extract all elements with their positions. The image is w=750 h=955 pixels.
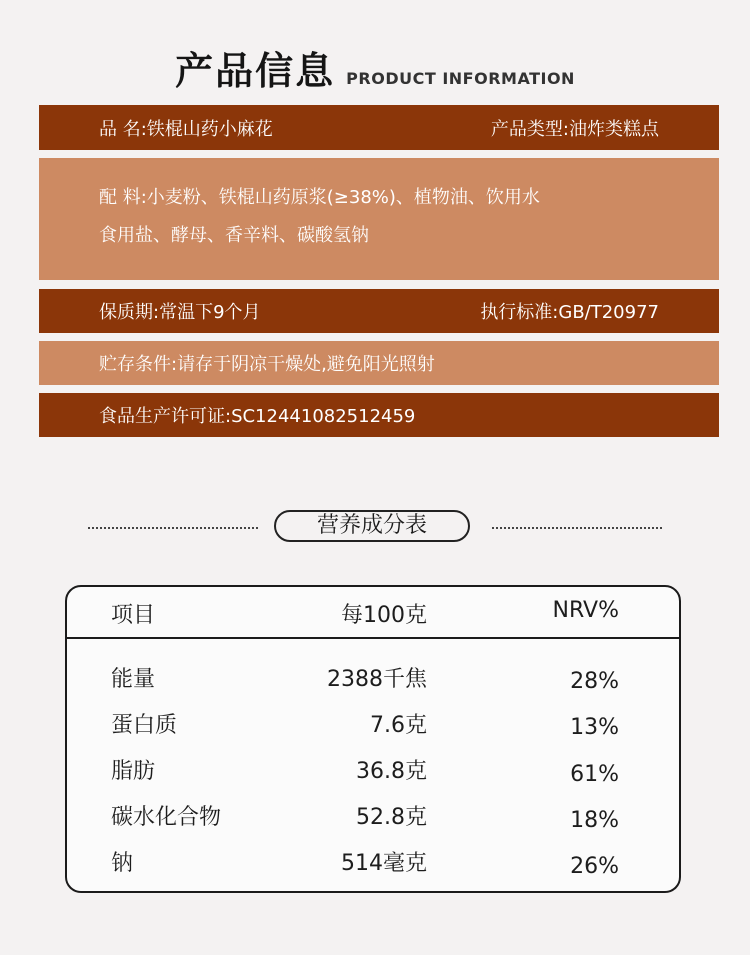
page-subtitle: PRODUCT INFORMATION — [346, 69, 575, 88]
dotted-divider-left — [88, 527, 258, 529]
nutrient-nrv: 28% — [570, 669, 619, 694]
storage-conditions: 贮存条件:请存于阴凉干燥处,避免阳光照射 — [99, 354, 435, 375]
header-per-100g: 每100克 — [341, 603, 427, 628]
nutrient-amount: 52.8克 — [356, 805, 427, 830]
nutrition-table — [65, 585, 681, 893]
nutrient-amount: 36.8克 — [356, 759, 427, 784]
product-name: 品 名:铁棍山药小麻花 — [99, 118, 273, 140]
nutrient-nrv: 26% — [570, 854, 619, 879]
nutrient-nrv: 61% — [570, 762, 619, 787]
info-row-name-type — [39, 105, 719, 150]
nutrient-name: 蛋白质 — [111, 713, 178, 738]
nutrient-amount: 514毫克 — [341, 851, 427, 876]
nutrient-name: 脂肪 — [111, 759, 156, 784]
page-header — [0, 40, 750, 95]
nutrient-amount: 7.6克 — [370, 713, 427, 738]
info-row-license — [39, 393, 719, 437]
production-license: 食品生产许可证:SC12441082512459 — [99, 406, 416, 427]
ingredients-line-2: 食用盐、酵母、香辛料、碳酸氢钠 — [99, 225, 369, 246]
header-item: 项目 — [111, 603, 156, 628]
nutrition-table-header — [67, 587, 679, 639]
nutrient-amount: 2388千焦 — [327, 667, 427, 692]
page-title: 产品信息 — [175, 49, 336, 93]
exec-standard: 执行标准:GB/T20977 — [480, 302, 659, 323]
ingredients-line-1: 配 料:小麦粉、铁棍山药原浆(≥38%)、植物油、饮用水 — [99, 187, 540, 208]
nutrition-title: 营养成分表 — [274, 510, 470, 542]
nutrient-name: 钠 — [111, 851, 134, 876]
info-row-storage — [39, 341, 719, 385]
nutrition-section-header — [0, 510, 750, 544]
header-nrv: NRV% — [552, 598, 619, 623]
nutrient-name: 能量 — [111, 667, 156, 692]
nutrient-name: 碳水化合物 — [111, 805, 222, 830]
shelf-life: 保质期:常温下9个月 — [99, 302, 261, 323]
product-type: 产品类型:油炸类糕点 — [490, 118, 659, 140]
nutrient-nrv: 13% — [570, 715, 619, 740]
nutrient-nrv: 18% — [570, 808, 619, 833]
info-row-ingredients — [39, 158, 719, 280]
dotted-divider-right — [492, 527, 662, 529]
info-row-shelf-standard — [39, 289, 719, 333]
